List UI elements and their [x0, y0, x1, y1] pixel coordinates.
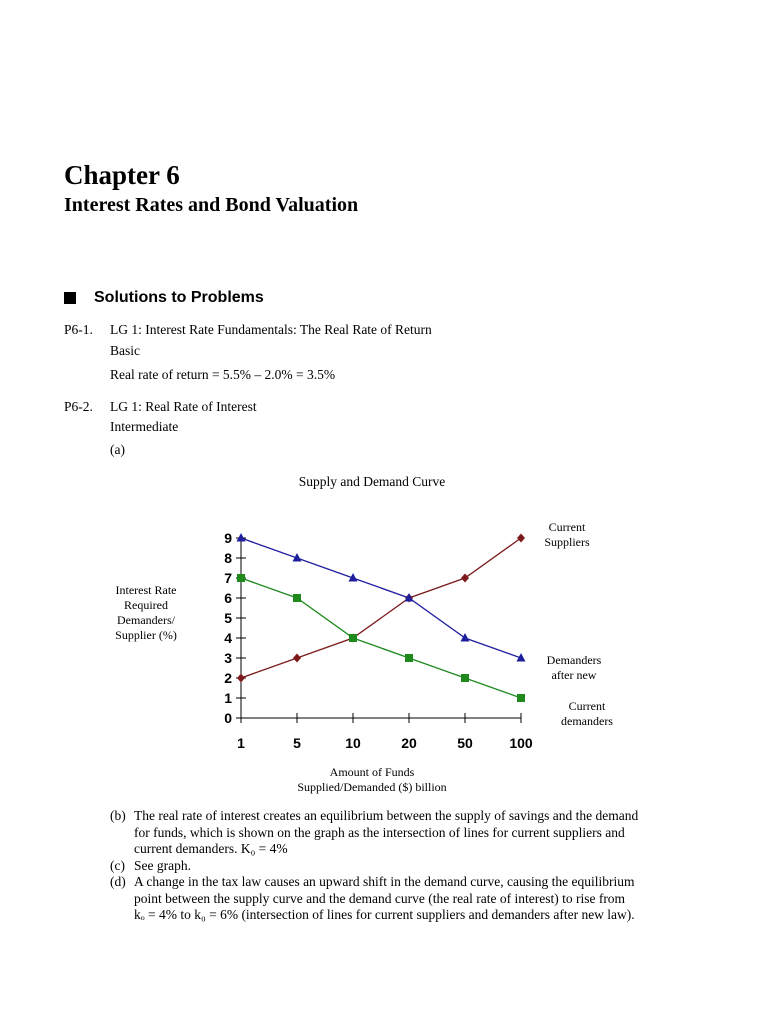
chart-title: Supply and Demand Curve — [298, 474, 446, 489]
series-line-diamond — [241, 538, 521, 678]
square-point — [349, 634, 357, 642]
diamond-point — [461, 574, 469, 583]
answer-label: (d) — [110, 874, 126, 889]
square-point — [461, 674, 469, 682]
x-tick-label: 100 — [509, 735, 533, 751]
square-point — [237, 574, 245, 582]
answer-label: (b) — [110, 808, 126, 823]
square-point — [517, 694, 525, 702]
y-axis-label-line: Demanders/ — [117, 613, 175, 627]
triangle-point — [237, 533, 246, 542]
legend-line: Current — [568, 699, 606, 713]
answer-c — [110, 858, 670, 875]
y-tick-label: 9 — [224, 530, 232, 546]
y-axis-label-line: Required — [124, 598, 168, 612]
y-tick-label: 7 — [224, 570, 232, 586]
answer-text — [134, 874, 670, 924]
answer-line: for funds, which is shown on the graph as the intersection of lines for current suppliers and — [134, 824, 625, 840]
square-point — [293, 594, 301, 602]
x-tick-label: 50 — [457, 735, 473, 751]
legend-line: after new — [551, 668, 597, 682]
answer-line: kₒ = 4% to k₀ = 6% (intersection of lines for current suppliers and demanders after new law). — [134, 907, 635, 922]
legend-line: Current — [548, 520, 586, 534]
y-tick-label: 6 — [224, 590, 232, 606]
problem-number: P6-2. — [64, 399, 93, 414]
problem-level: Basic — [110, 343, 140, 358]
section-heading-text: Solutions to Problems — [94, 289, 264, 306]
y-tick-label: 1 — [224, 690, 232, 706]
problem-level: Intermediate — [110, 419, 179, 434]
problem-number: P6-1. — [64, 322, 93, 337]
x-tick-label: 1 — [237, 735, 245, 751]
legend-demanders-after-new — [534, 653, 614, 683]
x-axis-label-line: Supplied/Demanded ($) billion — [297, 780, 447, 794]
chapter-title: Chapter 6 — [64, 160, 180, 190]
legend-current-suppliers — [527, 520, 607, 550]
square-point — [405, 654, 413, 662]
x-tick-label: 20 — [401, 735, 417, 751]
answer-text — [134, 808, 670, 858]
y-tick-label: 8 — [224, 550, 232, 566]
y-tick-label: 2 — [224, 670, 232, 686]
diamond-point — [293, 654, 301, 663]
y-tick-label: 5 — [224, 610, 232, 626]
y-tick-label: 0 — [224, 710, 232, 726]
legend-current-demanders — [547, 699, 627, 729]
legend-line: demanders — [561, 714, 613, 728]
answer-b — [110, 808, 670, 858]
x-tick-label: 5 — [293, 735, 301, 751]
problem-formula: Real rate of return = 5.5% – 2.0% = 3.5% — [110, 367, 336, 382]
problem-title: LG 1: Interest Rate Fundamentals: The Real Rate of Return — [110, 322, 432, 337]
answer-d — [110, 874, 670, 924]
y-tick-label: 4 — [224, 630, 232, 646]
problem-part-label: (a) — [110, 442, 125, 457]
answer-line: A change in the tax law causes an upward shift in the demand curve, causing the equilibrium — [134, 874, 635, 889]
answer-text — [134, 858, 670, 875]
x-tick-label: 10 — [345, 735, 361, 751]
series-line-square — [241, 578, 521, 698]
y-axis-label-line: Interest Rate — [115, 583, 177, 597]
answer-line: The real rate of interest creates an equilibrium between the supply of savings and the demand — [134, 808, 639, 823]
chapter-subtitle: Interest Rates and Bond Valuation — [64, 194, 359, 216]
y-tick-label: 3 — [224, 650, 232, 666]
legend-line: Suppliers — [544, 535, 590, 549]
answer-line: See graph. — [134, 857, 191, 873]
answer-line: point between the supply curve and the demand curve (the real rate of interest) to rise from — [134, 890, 626, 906]
y-axis-label-line: Supplier (%) — [115, 628, 177, 642]
answers-list — [110, 808, 670, 924]
x-axis-label — [0, 765, 744, 795]
problem-title: LG 1: Real Rate of Interest — [110, 399, 257, 414]
x-axis-label-line: Amount of Funds — [329, 765, 415, 779]
triangle-point — [461, 633, 470, 642]
answer-label: (c) — [110, 857, 125, 873]
series-line-triangle — [241, 538, 521, 658]
diamond-point — [517, 534, 525, 543]
legend-line: Demanders — [546, 653, 602, 667]
answer-line: current demanders. K₀ = 4% — [134, 841, 288, 856]
diamond-point — [237, 674, 245, 683]
